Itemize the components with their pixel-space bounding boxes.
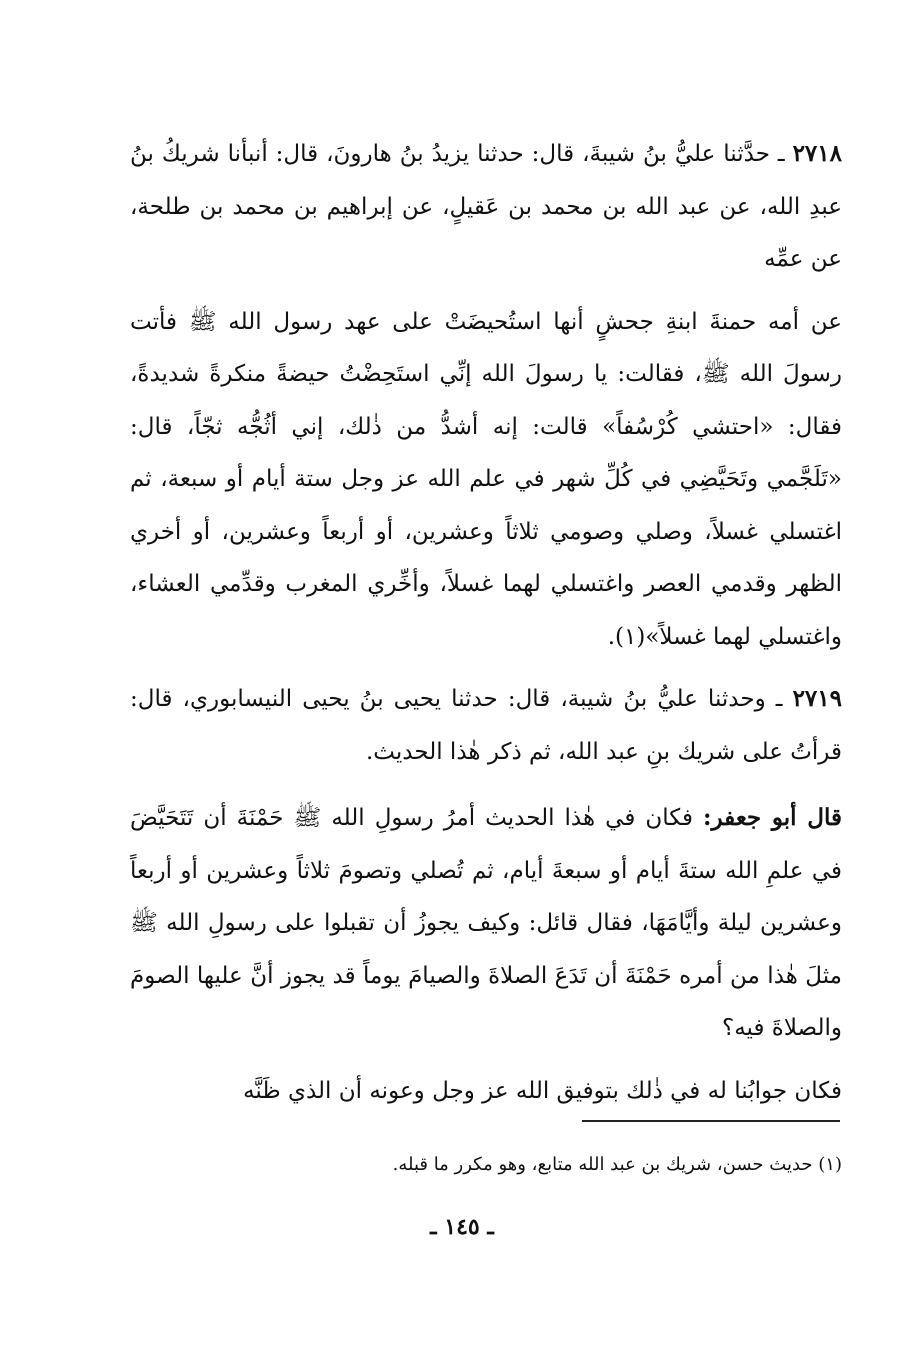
commentary-speaker: قال أبو جعفر: <box>703 804 842 831</box>
hadith-2719 <box>130 673 842 778</box>
commentary-text: فكان في هٰذا الحديث أمرُ رسولِ الله ﷺ حَمْنَةَ أن تَتَحَيَّضَ في علمِ الله ستةَ أيام أو سبعةَ أيام، ثم تُصلي وتصومَ ثلاثاً وعشرين أو أربعاً وعشرين ليلة وأيَّامَهَا، فقال قائل: وكيف يجوزُ أن تقبلوا على رسولِ الله ﷺ مثلَ هٰذا من أمره حَمْنَةَ أن تَدَعَ الصلاةَ والصيامَ يوماً قد يجوز أنَّ عليها الصومَ والصلاةَ فيه؟ <box>130 805 842 1041</box>
footnote: (١) حديث حسن، شريك بن عبد الله متابع، وهو مكرر ما قبله. <box>392 1154 842 1175</box>
hadith-2718-number: ٢٧١٨ <box>792 140 842 167</box>
answer-paragraph: فكان جوابُنا له في ذٰلك بتوفيق الله عز وجل وعونه أن الذي ظَنَّه <box>243 1077 842 1104</box>
hadith-2719-number: ٢٧١٩ <box>792 685 842 712</box>
hadith-2718-isnad <box>130 128 842 286</box>
hadith-2718-isnad-text: ـ حدَّثنا عليُّ بنُ شيبةَ، قال: حدثنا يزيدُ بنُ هارونَ، قال: أنبأنا شريكُ بنُ عبدِ الله، عن عبد الله بن محمد بن عَقيلٍ، عن إبراهيم بن محمد بن طلحة، عن عمِّه <box>130 141 842 272</box>
footnote-divider <box>582 1120 840 1122</box>
hadith-2718-matn: عن أمه حمنةَ ابنةِ جحشٍ أنها استُحيضَتْ على عهد رسول الله ﷺ فأتت رسولَ الله ﷺ، فقالت: يا رسولَ الله إنِّي استَحِضْتُ حيضةً منكرةً شديدةً، فقال: «احتشي كُرْسُفاً» قالت: إنه أشدُّ من ذٰلك، إني أثُجُّه ثجّاً، قال: «تَلَجَّمي وتَحَيَّضِي في كُلِّ شهر في علم الله عز وجل ستة أيام أو سبعة، ثم اغتسلي غسلاً، وصلي وصومي ثلاثاً وعشرين، أو أربعاً وعشرين، أو أخري الظهر وقدمي العصر واغتسلي لهما غسلاً، وأخِّري المغرب وقدِّمي العشاء، واغتسلي لهما غسلاً»(١). <box>130 308 842 650</box>
page-number: ـ ١٤٥ ـ <box>430 1214 494 1240</box>
hadith-2719-text: ـ وحدثنا عليُّ بنُ شيبة، قال: حدثنا يحيى بنُ يحيى النيسابوري، قال: قرأتُ على شريك بنِ عبد الله، ثم ذكر هٰذا الحديث. <box>130 686 842 765</box>
page-body <box>130 128 842 1117</box>
commentary-paragraph <box>130 792 842 1055</box>
